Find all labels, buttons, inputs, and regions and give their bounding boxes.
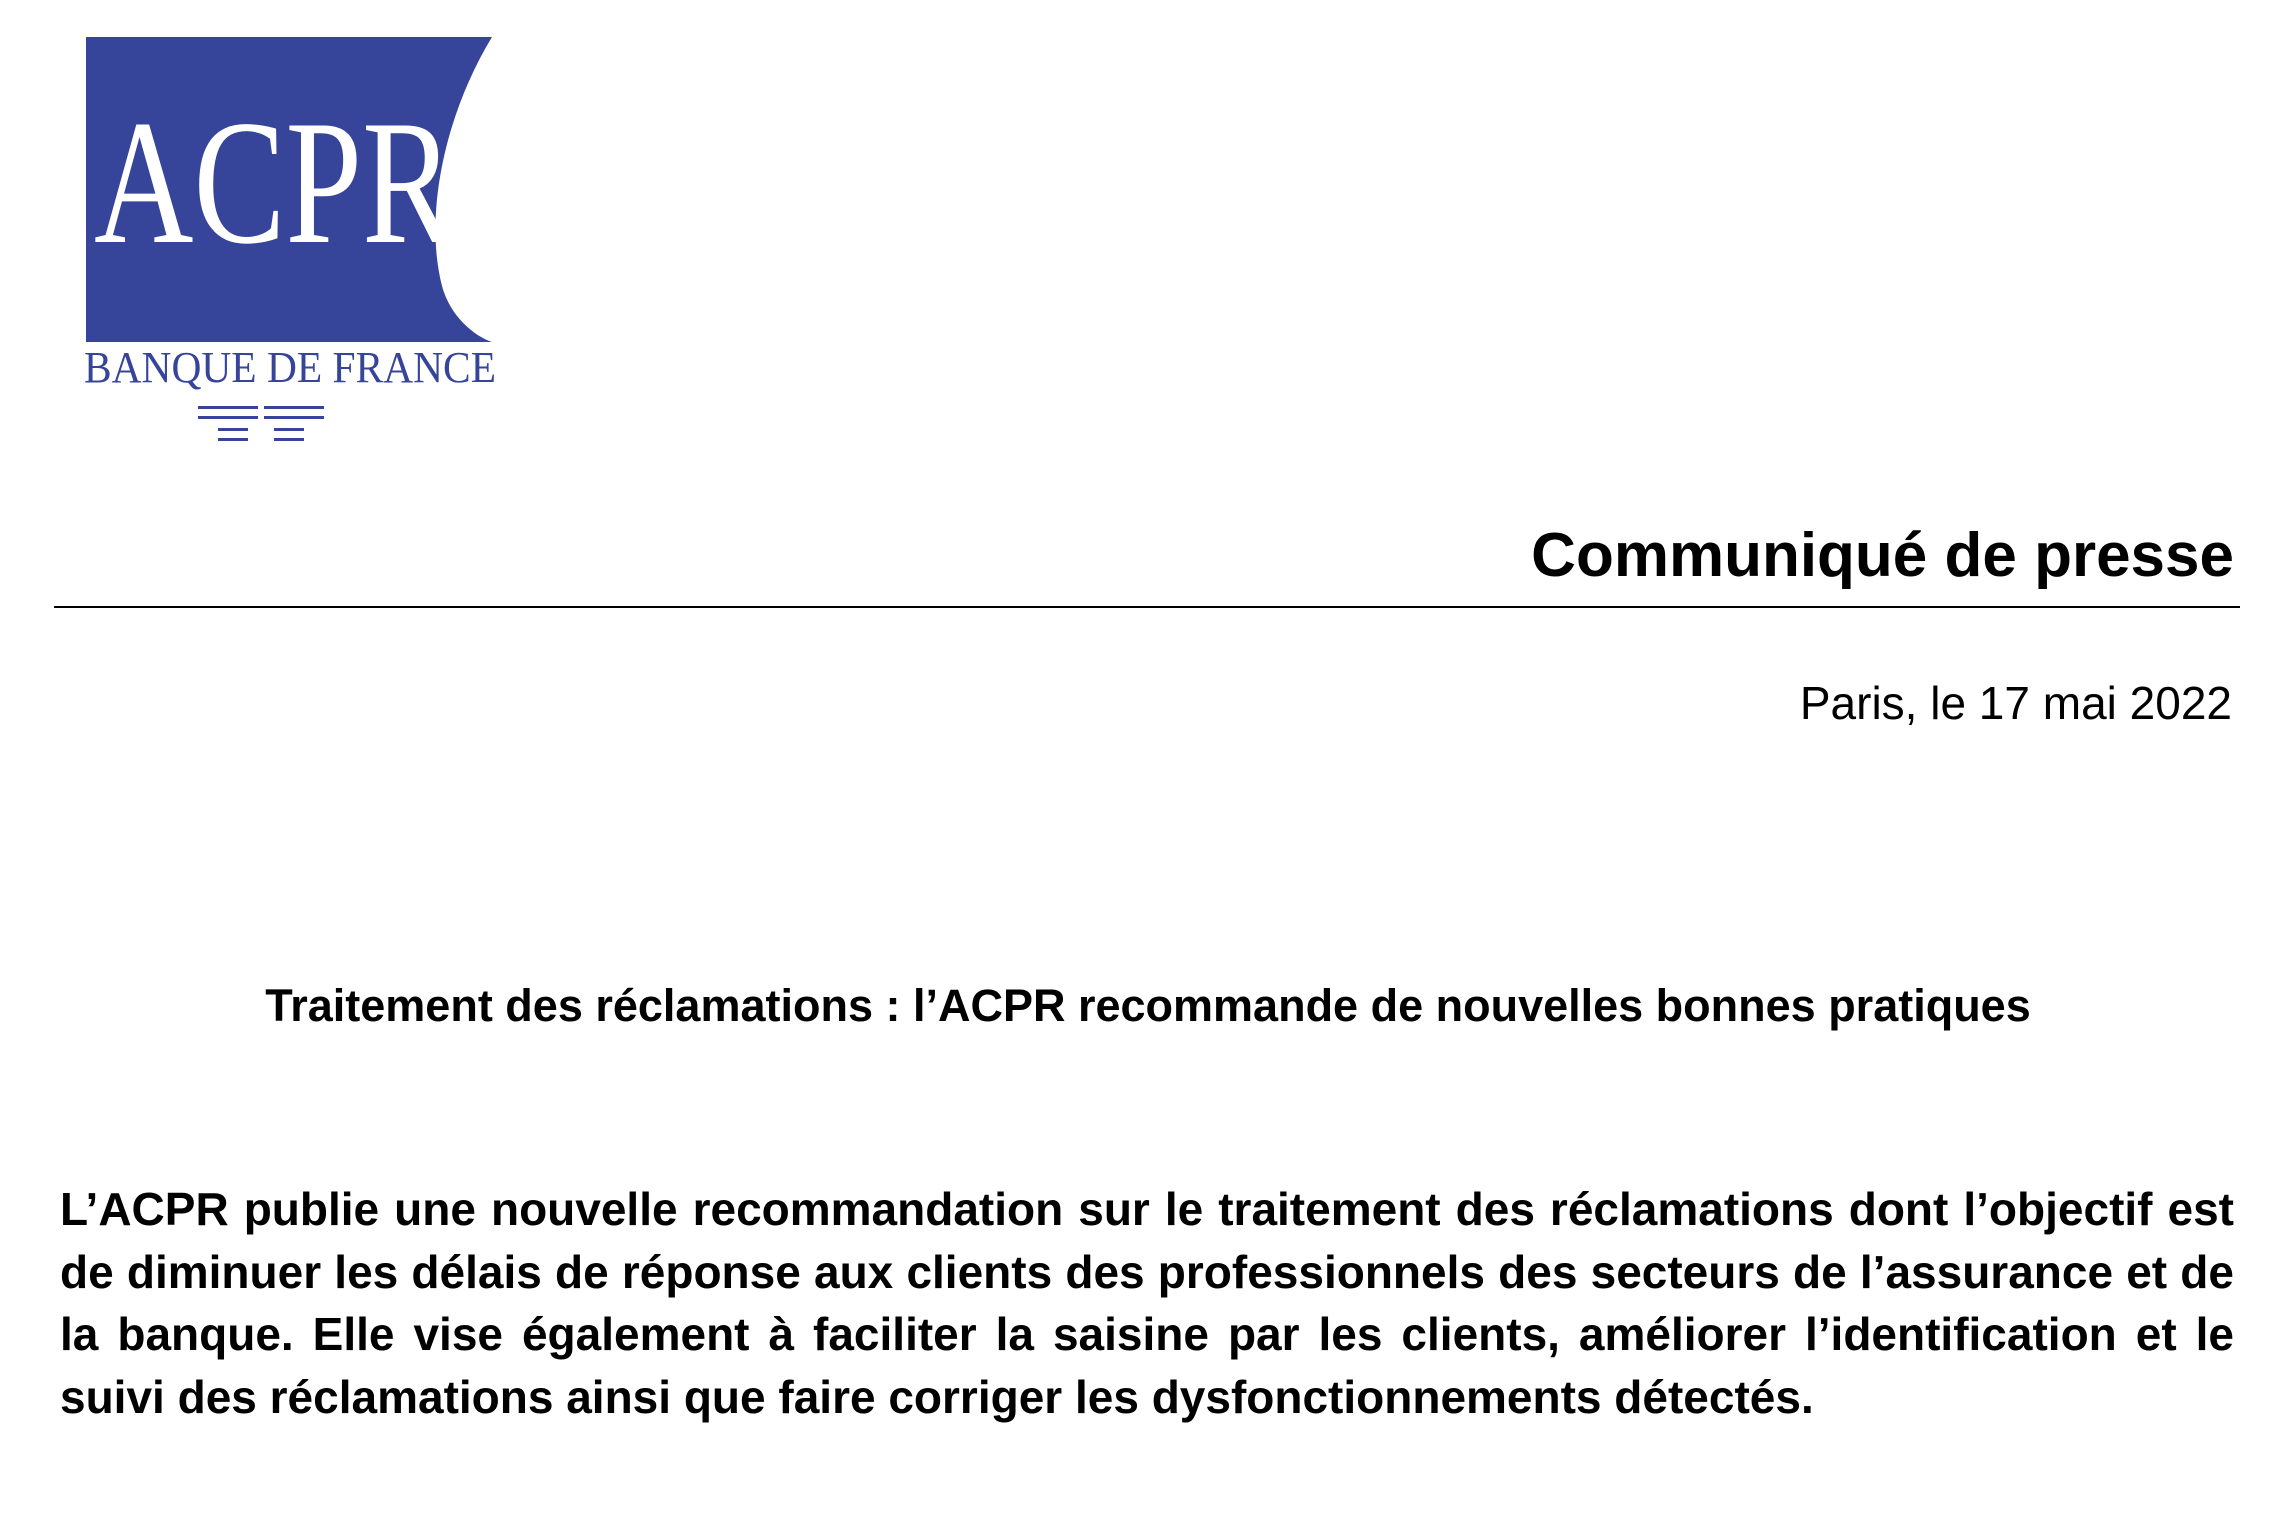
svg-text:ACPR: ACPR [94,83,455,281]
header-divider [54,606,2240,608]
article-lead: L’ACPR publie une nouvelle recommandation sur le traitement des réclamations dont l’objectif est de diminuer les délais de réponse aux clients des professionnels des secteurs de l’assurance et de la banque. Elle vise également à faciliter la saisine par les clients, améliorer l’identification et le suivi des réclamations ainsi que faire corriger les dysfonctionnements détectés. [60,1183,2234,1423]
logo-subtext: BANQUE DE FRANCE [84,343,496,392]
document-title: Communiqué de presse [1531,521,2234,590]
document-date: Paris, le 17 mai 2022 [1799,677,2232,729]
article-heading: Traitement des réclamations : l’ACPR recommande de nouvelles bonnes pratiques [265,980,2031,1031]
acpr-logo [84,36,504,446]
